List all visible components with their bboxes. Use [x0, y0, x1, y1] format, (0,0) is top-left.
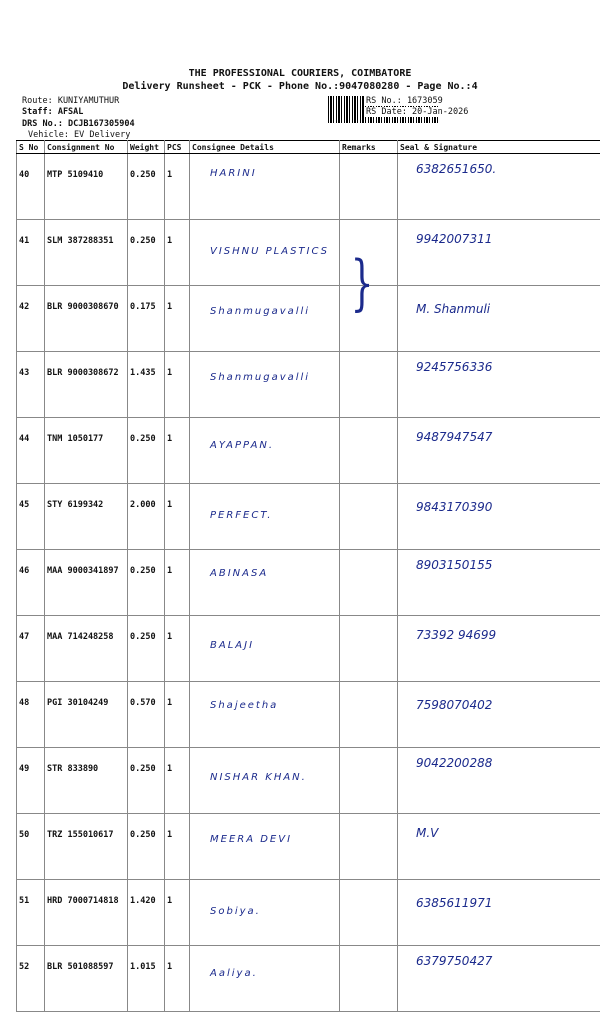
handwritten-consignee-name: HARINI: [210, 168, 257, 179]
company-title: THE PROFESSIONAL COURIERS, COIMBATORE: [0, 68, 600, 79]
row-consignee-cell: [190, 418, 340, 484]
row-consignment-no: HRD 7000714818: [45, 880, 128, 946]
rs-date: RS Date: 20-Jan-2026: [364, 107, 470, 117]
row-consignee-cell: [190, 352, 340, 418]
handwritten-consignee-name: Shanmugavalli: [210, 372, 310, 383]
handwritten-consignee-name: BALAJI: [210, 640, 254, 651]
handwritten-consignee-name: Sobiya.: [210, 906, 261, 917]
col-pcs: PCS: [165, 141, 190, 154]
handwritten-consignee-name: NISHAR KHAN.: [210, 772, 307, 783]
row-consignee-cell: [190, 748, 340, 814]
row-signature-cell: [398, 682, 600, 748]
table-row: [17, 418, 600, 484]
handwritten-signature: 9245756336: [416, 360, 492, 374]
row-pcs: 1: [165, 550, 190, 616]
row-consignment-no: SLM 387288351: [45, 220, 128, 286]
row-signature-cell: [398, 748, 600, 814]
row-weight: 0.250: [128, 616, 165, 682]
row-consignment-no: MAA 9000341897: [45, 550, 128, 616]
row-sno: 48: [17, 682, 45, 748]
row-signature-cell: [398, 880, 600, 946]
row-pcs: 1: [165, 946, 190, 1012]
row-sno: 43: [17, 352, 45, 418]
handwritten-consignee-name: MEERA DEVI: [210, 834, 292, 845]
row-consignee-cell: [190, 550, 340, 616]
row-pcs: 1: [165, 484, 190, 550]
runsheet-subtitle: Delivery Runsheet - PCK - Phone No.:9047080280 - Page No.:4: [0, 81, 600, 92]
col-signature: Seal & Signature: [398, 141, 600, 154]
handwritten-consignee-name: Shajeetha: [210, 700, 278, 711]
row-remarks: [340, 880, 398, 946]
row-consignment-no: STR 833890: [45, 748, 128, 814]
col-remarks: Remarks: [340, 141, 398, 154]
handwritten-consignee-name: ABINASA: [210, 568, 268, 579]
row-consignment-no: TRZ 155010617: [45, 814, 128, 880]
row-sno: 42: [17, 286, 45, 352]
col-consignee: Consignee Details: [190, 141, 340, 154]
row-weight: 2.000: [128, 484, 165, 550]
row-weight: 1.015: [128, 946, 165, 1012]
row-consignment-no: BLR 9000308670: [45, 286, 128, 352]
row-signature-cell: [398, 946, 600, 1012]
row-consignment-no: BLR 501088597: [45, 946, 128, 1012]
row-sno: 49: [17, 748, 45, 814]
row-consignment-no: BLR 9000308672: [45, 352, 128, 418]
table-header: [17, 141, 600, 154]
row-signature-cell: [398, 616, 600, 682]
handwritten-signature: 9843170390: [416, 500, 492, 514]
row-remarks: [340, 484, 398, 550]
row-consignment-no: TNM 1050177: [45, 418, 128, 484]
row-pcs: 1: [165, 286, 190, 352]
row-consignment-no: MAA 714248258: [45, 616, 128, 682]
handwritten-signature: 9487947547: [416, 430, 492, 444]
handwritten-signature: 6382651650.: [416, 162, 496, 176]
handwritten-signature: M.V: [416, 826, 438, 840]
table-row: [17, 682, 600, 748]
row-remarks: [340, 550, 398, 616]
row-weight: 0.250: [128, 418, 165, 484]
row-sno: 44: [17, 418, 45, 484]
row-pcs: 1: [165, 352, 190, 418]
handwritten-consignee-name: Aaliya.: [210, 968, 258, 979]
row-pcs: 1: [165, 814, 190, 880]
row-remarks: [340, 748, 398, 814]
table-row: [17, 880, 600, 946]
row-consignee-cell: [190, 814, 340, 880]
handwritten-signature: M. Shanmuli: [416, 302, 490, 316]
row-consignee-cell: [190, 220, 340, 286]
table-row: [17, 220, 600, 286]
table-row: [17, 748, 600, 814]
row-sno: 40: [17, 154, 45, 220]
handwritten-consignee-name: VISHNU PLASTICS: [210, 246, 329, 257]
row-consignee-cell: [190, 154, 340, 220]
handwritten-signature: 9942007311: [416, 232, 492, 246]
table-row: [17, 550, 600, 616]
row-signature-cell: [398, 550, 600, 616]
row-pcs: 1: [165, 220, 190, 286]
row-weight: 0.250: [128, 154, 165, 220]
col-sno: S No: [17, 141, 45, 154]
row-sno: 45: [17, 484, 45, 550]
col-weight: Weight: [128, 141, 165, 154]
row-pcs: 1: [165, 682, 190, 748]
row-remarks: [340, 418, 398, 484]
row-sno: 52: [17, 946, 45, 1012]
row-consignee-cell: [190, 682, 340, 748]
row-weight: 1.435: [128, 352, 165, 418]
row-weight: 1.420: [128, 880, 165, 946]
handwritten-signature: 6379750427: [416, 954, 492, 968]
row-weight: 0.250: [128, 814, 165, 880]
row-consignment-no: PGI 30104249: [45, 682, 128, 748]
route-label: Route: KUNIYAMUTHUR: [22, 96, 119, 106]
row-pcs: 1: [165, 880, 190, 946]
row-weight: 0.250: [128, 748, 165, 814]
row-consignment-no: STY 6199342: [45, 484, 128, 550]
row-weight: 0.250: [128, 550, 165, 616]
row-signature-cell: [398, 154, 600, 220]
row-signature-cell: [398, 352, 600, 418]
table-row: [17, 352, 600, 418]
row-consignee-cell: [190, 484, 340, 550]
table-row: [17, 286, 600, 352]
row-sno: 41: [17, 220, 45, 286]
row-signature-cell: [398, 286, 600, 352]
row-consignment-no: MTP 5109410: [45, 154, 128, 220]
row-consignee-cell: [190, 880, 340, 946]
runsheet-table: [16, 140, 600, 1012]
row-sno: 47: [17, 616, 45, 682]
staff-label: Staff: AFSAL: [22, 107, 83, 117]
col-consignment: Consignment No: [45, 141, 128, 154]
table-row: [17, 484, 600, 550]
handwritten-signature: 9042200288: [416, 756, 492, 770]
handwritten-signature: 8903150155: [416, 558, 492, 572]
row-pcs: 1: [165, 418, 190, 484]
row-consignee-cell: [190, 946, 340, 1012]
row-sno: 46: [17, 550, 45, 616]
handwritten-signature: 7598070402: [416, 698, 492, 712]
row-sno: 50: [17, 814, 45, 880]
row-remarks: [340, 682, 398, 748]
row-weight: 0.570: [128, 682, 165, 748]
row-pcs: 1: [165, 616, 190, 682]
row-signature-cell: [398, 418, 600, 484]
row-consignee-cell: [190, 286, 340, 352]
rs-number: RS No.: 1673059: [364, 96, 445, 106]
handwritten-signature: 6385611971: [416, 896, 492, 910]
drs-label: DRS No.: DCJB167305904: [22, 119, 135, 129]
handwritten-brace: }: [351, 248, 374, 318]
row-remarks: [340, 154, 398, 220]
row-remarks: [340, 352, 398, 418]
row-signature-cell: [398, 814, 600, 880]
row-sno: 51: [17, 880, 45, 946]
vehicle-label: Vehicle: EV Delivery: [28, 130, 130, 140]
table-row: [17, 814, 600, 880]
row-remarks: [340, 616, 398, 682]
handwritten-consignee-name: Shanmugavalli: [210, 306, 310, 317]
row-remarks: [340, 946, 398, 1012]
row-pcs: 1: [165, 748, 190, 814]
row-remarks: [340, 814, 398, 880]
row-pcs: 1: [165, 154, 190, 220]
table-row: [17, 946, 600, 1012]
row-signature-cell: [398, 220, 600, 286]
row-weight: 0.250: [128, 220, 165, 286]
handwritten-consignee-name: AYAPPAN.: [210, 440, 274, 451]
table-row: [17, 154, 600, 220]
row-signature-cell: [398, 484, 600, 550]
row-consignee-cell: [190, 616, 340, 682]
table-row: [17, 616, 600, 682]
handwritten-consignee-name: PERFECT.: [210, 510, 272, 521]
row-weight: 0.175: [128, 286, 165, 352]
handwritten-signature: 73392 94699: [416, 628, 496, 642]
